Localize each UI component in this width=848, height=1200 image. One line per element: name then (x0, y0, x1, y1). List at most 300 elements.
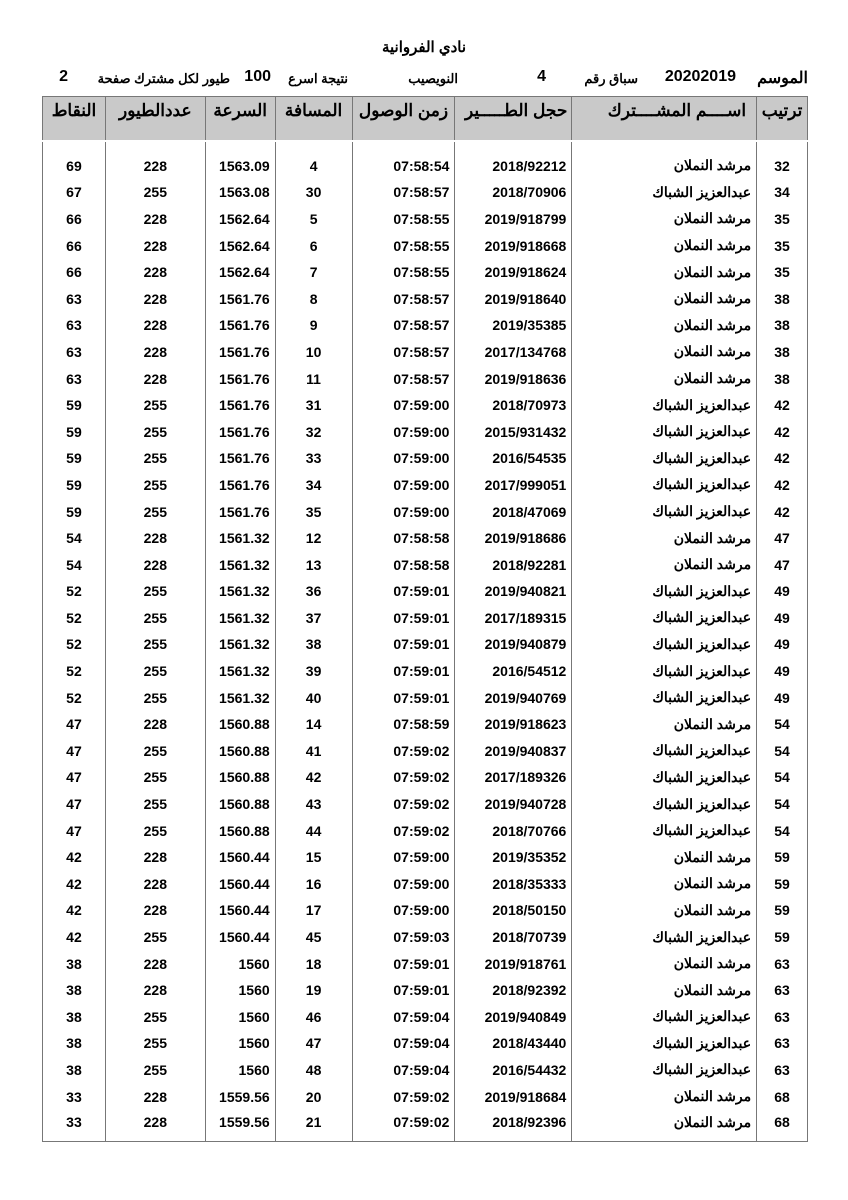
table-row (43, 1083, 808, 1110)
cell-bird-count: 228 (105, 285, 205, 312)
cell-participant: مرشد النملان (572, 365, 757, 392)
cell-bird-count: 255 (105, 578, 205, 605)
cell-points: 33 (43, 1110, 106, 1142)
cell-speed: 1561.76 (205, 498, 275, 525)
table-row (43, 631, 808, 658)
cell-bird-count: 228 (105, 1110, 205, 1142)
cell-ring: 2017/189326 (455, 764, 572, 791)
cell-bird-count: 228 (105, 711, 205, 738)
cell-points: 63 (43, 365, 106, 392)
cell-distance: 30 (275, 179, 352, 206)
cell-bird-count: 228 (105, 871, 205, 898)
cell-bird-count: 255 (105, 658, 205, 685)
cell-speed: 1561.32 (205, 684, 275, 711)
cell-participant: عبدالعزيز الشباك (572, 1030, 757, 1057)
cell-ring: 2018/92212 (455, 153, 572, 180)
cell-ring: 2018/92281 (455, 551, 572, 578)
cell-arrival-time: 07:59:01 (352, 684, 455, 711)
cell-ring: 2016/54512 (455, 658, 572, 685)
cell-distance: 41 (275, 738, 352, 765)
cell-distance: 5 (275, 206, 352, 233)
cell-points: 38 (43, 1030, 106, 1057)
table-row (43, 871, 808, 898)
col-speed: السرعة (205, 97, 275, 141)
table-row (43, 1110, 808, 1142)
cell-rank: 47 (757, 551, 808, 578)
cell-participant: عبدالعزيز الشباك (572, 924, 757, 951)
cell-ring: 2018/43440 (455, 1030, 572, 1057)
col-arrival-time: زمن الوصول (352, 97, 455, 141)
cell-rank: 54 (757, 791, 808, 818)
cell-rank: 42 (757, 472, 808, 499)
cell-points: 59 (43, 392, 106, 419)
cell-ring: 2019/918668 (455, 232, 572, 259)
cell-ring: 2019/918799 (455, 206, 572, 233)
cell-rank: 59 (757, 897, 808, 924)
cell-speed: 1561.76 (205, 392, 275, 419)
cell-bird-count: 228 (105, 259, 205, 286)
cell-bird-count: 255 (105, 924, 205, 951)
cell-participant: عبدالعزيز الشباك (572, 1004, 757, 1031)
per-participant-label: طيور لكل مشترك صفحة (97, 71, 230, 86)
cell-bird-count: 255 (105, 764, 205, 791)
cell-participant: مرشد النملان (572, 285, 757, 312)
cell-rank: 49 (757, 684, 808, 711)
cell-points: 52 (43, 631, 106, 658)
cell-arrival-time: 07:59:00 (352, 897, 455, 924)
cell-bird-count: 228 (105, 844, 205, 871)
table-row (43, 605, 808, 632)
cell-points: 33 (43, 1083, 106, 1110)
table-row (43, 977, 808, 1004)
cell-distance: 32 (275, 418, 352, 445)
cell-participant: مرشد النملان (572, 551, 757, 578)
table-row (43, 711, 808, 738)
cell-distance: 37 (275, 605, 352, 632)
table-row (43, 206, 808, 233)
cell-arrival-time: 07:59:02 (352, 1083, 455, 1110)
cell-ring: 2018/70973 (455, 392, 572, 419)
cell-distance: 33 (275, 445, 352, 472)
cell-speed: 1561.32 (205, 631, 275, 658)
cell-rank: 35 (757, 259, 808, 286)
table-row (43, 312, 808, 339)
cell-speed: 1561.32 (205, 658, 275, 685)
cell-distance: 15 (275, 844, 352, 871)
cell-arrival-time: 07:59:02 (352, 791, 455, 818)
cell-speed: 1559.56 (205, 1083, 275, 1110)
cell-speed: 1560.88 (205, 817, 275, 844)
table-row (43, 791, 808, 818)
col-ring: حجل الطـــــير (455, 97, 572, 141)
table-row (43, 525, 808, 552)
cell-arrival-time: 07:58:57 (352, 179, 455, 206)
cell-participant: مرشد النملان (572, 259, 757, 286)
table-header-row (43, 97, 808, 141)
cell-points: 38 (43, 1004, 106, 1031)
cell-arrival-time: 07:59:04 (352, 1030, 455, 1057)
cell-bird-count: 255 (105, 791, 205, 818)
cell-arrival-time: 07:59:00 (352, 498, 455, 525)
cell-distance: 12 (275, 525, 352, 552)
cell-distance: 18 (275, 950, 352, 977)
cell-speed: 1561.76 (205, 312, 275, 339)
col-points: النقاط (43, 97, 106, 141)
cell-arrival-time: 07:59:00 (352, 445, 455, 472)
cell-arrival-time: 07:59:01 (352, 658, 455, 685)
cell-participant: عبدالعزيز الشباك (572, 791, 757, 818)
table-row (43, 844, 808, 871)
cell-speed: 1562.64 (205, 232, 275, 259)
cell-ring: 2018/35333 (455, 871, 572, 898)
cell-rank: 47 (757, 525, 808, 552)
cell-participant: عبدالعزيز الشباك (572, 738, 757, 765)
cell-speed: 1562.64 (205, 259, 275, 286)
results-table (42, 96, 808, 1142)
cell-points: 47 (43, 738, 106, 765)
cell-ring: 2019/940821 (455, 578, 572, 605)
cell-participant: مرشد النملان (572, 977, 757, 1004)
cell-speed: 1561.32 (205, 578, 275, 605)
cell-ring: 2017/134768 (455, 339, 572, 366)
cell-arrival-time: 07:59:00 (352, 472, 455, 499)
cell-participant: مرشد النملان (572, 206, 757, 233)
cell-speed: 1561.76 (205, 418, 275, 445)
cell-distance: 46 (275, 1004, 352, 1031)
cell-speed: 1560.88 (205, 711, 275, 738)
cell-ring: 2019/940769 (455, 684, 572, 711)
cell-points: 47 (43, 711, 106, 738)
cell-ring: 2019/918761 (455, 950, 572, 977)
cell-ring: 2019/35385 (455, 312, 572, 339)
cell-distance: 42 (275, 764, 352, 791)
cell-bird-count: 228 (105, 1083, 205, 1110)
cell-ring: 2019/918640 (455, 285, 572, 312)
race-label: سباق رقم (584, 71, 638, 86)
cell-participant: مرشد النملان (572, 897, 757, 924)
cell-distance: 43 (275, 791, 352, 818)
cell-bird-count: 255 (105, 631, 205, 658)
col-distance: المسافة (275, 97, 352, 141)
cell-arrival-time: 07:59:03 (352, 924, 455, 951)
cell-participant: مرشد النملان (572, 844, 757, 871)
cell-bird-count: 228 (105, 950, 205, 977)
cell-distance: 8 (275, 285, 352, 312)
cell-distance: 38 (275, 631, 352, 658)
cell-speed: 1563.08 (205, 179, 275, 206)
cell-speed: 1560.44 (205, 924, 275, 951)
cell-bird-count: 255 (105, 1004, 205, 1031)
cell-rank: 63 (757, 1030, 808, 1057)
cell-participant: عبدالعزيز الشباك (572, 764, 757, 791)
cell-arrival-time: 07:59:01 (352, 578, 455, 605)
cell-arrival-time: 07:58:57 (352, 365, 455, 392)
race-location: النويصيب (408, 71, 458, 86)
cell-points: 47 (43, 764, 106, 791)
cell-speed: 1561.32 (205, 525, 275, 552)
cell-points: 59 (43, 418, 106, 445)
table-row (43, 472, 808, 499)
cell-rank: 59 (757, 844, 808, 871)
cell-speed: 1560 (205, 1030, 275, 1057)
cell-points: 66 (43, 206, 106, 233)
cell-points: 66 (43, 232, 106, 259)
cell-participant: عبدالعزيز الشباك (572, 418, 757, 445)
cell-ring: 2018/70766 (455, 817, 572, 844)
cell-arrival-time: 07:59:00 (352, 418, 455, 445)
cell-arrival-time: 07:59:04 (352, 1057, 455, 1084)
cell-points: 38 (43, 977, 106, 1004)
cell-ring: 2019/940728 (455, 791, 572, 818)
cell-bird-count: 255 (105, 445, 205, 472)
table-row (43, 285, 808, 312)
cell-bird-count: 228 (105, 551, 205, 578)
table-row (43, 764, 808, 791)
cell-distance: 21 (275, 1110, 352, 1142)
cell-arrival-time: 07:59:02 (352, 764, 455, 791)
cell-distance: 4 (275, 153, 352, 180)
cell-arrival-time: 07:58:54 (352, 153, 455, 180)
cell-arrival-time: 07:59:01 (352, 950, 455, 977)
cell-points: 59 (43, 445, 106, 472)
cell-points: 63 (43, 312, 106, 339)
cell-arrival-time: 07:58:57 (352, 312, 455, 339)
cell-bird-count: 228 (105, 977, 205, 1004)
race-number: 4 (537, 68, 546, 85)
cell-distance: 31 (275, 392, 352, 419)
cell-distance: 34 (275, 472, 352, 499)
cell-bird-count: 255 (105, 418, 205, 445)
cell-arrival-time: 07:58:58 (352, 551, 455, 578)
cell-distance: 39 (275, 658, 352, 685)
cell-speed: 1560 (205, 1004, 275, 1031)
cell-arrival-time: 07:58:55 (352, 206, 455, 233)
cell-distance: 14 (275, 711, 352, 738)
cell-speed: 1561.76 (205, 472, 275, 499)
cell-participant: مرشد النملان (572, 1110, 757, 1142)
cell-distance: 11 (275, 365, 352, 392)
cell-rank: 35 (757, 206, 808, 233)
cell-arrival-time: 07:59:01 (352, 977, 455, 1004)
cell-arrival-time: 07:59:02 (352, 1110, 455, 1142)
table-row (43, 259, 808, 286)
cell-participant: عبدالعزيز الشباك (572, 179, 757, 206)
cell-rank: 38 (757, 285, 808, 312)
fastest-count: 100 (244, 68, 271, 85)
cell-ring: 2018/92396 (455, 1110, 572, 1142)
cell-points: 59 (43, 498, 106, 525)
cell-arrival-time: 07:58:57 (352, 339, 455, 366)
cell-ring: 2018/47069 (455, 498, 572, 525)
cell-rank: 42 (757, 392, 808, 419)
cell-ring: 2019/918636 (455, 365, 572, 392)
cell-points: 59 (43, 472, 106, 499)
cell-bird-count: 228 (105, 312, 205, 339)
table-row (43, 897, 808, 924)
cell-bird-count: 228 (105, 365, 205, 392)
cell-ring: 2016/54535 (455, 445, 572, 472)
cell-rank: 34 (757, 179, 808, 206)
cell-bird-count: 255 (105, 684, 205, 711)
cell-participant: عبدالعزيز الشباك (572, 498, 757, 525)
cell-rank: 49 (757, 631, 808, 658)
season-label: الموسم (757, 70, 808, 87)
cell-arrival-time: 07:58:55 (352, 259, 455, 286)
cell-participant: عبدالعزيز الشباك (572, 605, 757, 632)
cell-rank: 35 (757, 232, 808, 259)
cell-arrival-time: 07:59:00 (352, 871, 455, 898)
cell-distance: 20 (275, 1083, 352, 1110)
cell-ring: 2019/918623 (455, 711, 572, 738)
cell-participant: عبدالعزيز الشباك (572, 472, 757, 499)
cell-rank: 49 (757, 658, 808, 685)
cell-distance: 45 (275, 924, 352, 951)
cell-bird-count: 255 (105, 605, 205, 632)
cell-bird-count: 228 (105, 206, 205, 233)
cell-arrival-time: 07:59:01 (352, 605, 455, 632)
cell-rank: 42 (757, 418, 808, 445)
cell-speed: 1560.88 (205, 791, 275, 818)
cell-participant: عبدالعزيز الشباك (572, 578, 757, 605)
cell-bird-count: 255 (105, 392, 205, 419)
cell-participant: عبدالعزيز الشباك (572, 658, 757, 685)
page-number: 2 (59, 68, 68, 85)
cell-arrival-time: 07:58:58 (352, 525, 455, 552)
cell-distance: 40 (275, 684, 352, 711)
cell-rank: 38 (757, 339, 808, 366)
cell-speed: 1561.76 (205, 365, 275, 392)
col-rank: ترتيب (757, 97, 808, 141)
cell-arrival-time: 07:59:02 (352, 738, 455, 765)
cell-distance: 44 (275, 817, 352, 844)
cell-rank: 68 (757, 1083, 808, 1110)
cell-speed: 1561.76 (205, 285, 275, 312)
cell-rank: 42 (757, 498, 808, 525)
table-row (43, 1004, 808, 1031)
cell-participant: مرشد النملان (572, 525, 757, 552)
cell-points: 63 (43, 285, 106, 312)
cell-bird-count: 228 (105, 339, 205, 366)
cell-points: 66 (43, 259, 106, 286)
cell-distance: 36 (275, 578, 352, 605)
cell-participant: مرشد النملان (572, 950, 757, 977)
cell-bird-count: 228 (105, 525, 205, 552)
cell-arrival-time: 07:59:01 (352, 631, 455, 658)
table-row (43, 738, 808, 765)
cell-points: 69 (43, 153, 106, 180)
cell-points: 47 (43, 817, 106, 844)
cell-bird-count: 255 (105, 498, 205, 525)
cell-participant: عبدالعزيز الشباك (572, 817, 757, 844)
table-row (43, 578, 808, 605)
cell-participant: مرشد النملان (572, 711, 757, 738)
cell-speed: 1560.44 (205, 871, 275, 898)
cell-points: 42 (43, 924, 106, 951)
cell-points: 47 (43, 791, 106, 818)
cell-distance: 19 (275, 977, 352, 1004)
cell-ring: 2019/940879 (455, 631, 572, 658)
cell-rank: 32 (757, 153, 808, 180)
cell-distance: 47 (275, 1030, 352, 1057)
cell-speed: 1560.88 (205, 764, 275, 791)
cell-points: 52 (43, 578, 106, 605)
table-row (43, 498, 808, 525)
cell-bird-count: 255 (105, 738, 205, 765)
cell-speed: 1563.09 (205, 153, 275, 180)
table-row (43, 1057, 808, 1084)
cell-bird-count: 255 (105, 472, 205, 499)
cell-ring: 2018/70739 (455, 924, 572, 951)
cell-speed: 1560 (205, 1057, 275, 1084)
table-row (43, 1030, 808, 1057)
cell-arrival-time: 07:58:57 (352, 285, 455, 312)
cell-points: 63 (43, 339, 106, 366)
cell-speed: 1560.44 (205, 844, 275, 871)
cell-distance: 35 (275, 498, 352, 525)
cell-points: 54 (43, 525, 106, 552)
cell-arrival-time: 07:58:55 (352, 232, 455, 259)
cell-points: 38 (43, 1057, 106, 1084)
cell-ring: 2017/999051 (455, 472, 572, 499)
cell-bird-count: 228 (105, 232, 205, 259)
table-row (43, 950, 808, 977)
cell-rank: 38 (757, 312, 808, 339)
table-row (43, 445, 808, 472)
cell-speed: 1561.32 (205, 605, 275, 632)
cell-rank: 42 (757, 445, 808, 472)
cell-rank: 38 (757, 365, 808, 392)
result-label: نتيجة اسرع (288, 71, 348, 86)
cell-points: 42 (43, 871, 106, 898)
cell-participant: عبدالعزيز الشباك (572, 392, 757, 419)
cell-points: 52 (43, 658, 106, 685)
cell-ring: 2019/918684 (455, 1083, 572, 1110)
cell-points: 67 (43, 179, 106, 206)
cell-speed: 1562.64 (205, 206, 275, 233)
table-row (43, 684, 808, 711)
table-row (43, 658, 808, 685)
cell-rank: 59 (757, 871, 808, 898)
cell-rank: 63 (757, 950, 808, 977)
cell-participant: عبدالعزيز الشباك (572, 1057, 757, 1084)
cell-rank: 63 (757, 1057, 808, 1084)
cell-arrival-time: 07:58:59 (352, 711, 455, 738)
cell-points: 52 (43, 605, 106, 632)
cell-distance: 48 (275, 1057, 352, 1084)
cell-ring: 2019/940837 (455, 738, 572, 765)
cell-distance: 16 (275, 871, 352, 898)
cell-rank: 63 (757, 977, 808, 1004)
cell-ring: 2015/931432 (455, 418, 572, 445)
cell-distance: 7 (275, 259, 352, 286)
cell-points: 42 (43, 897, 106, 924)
table-row (43, 551, 808, 578)
cell-points: 52 (43, 684, 106, 711)
cell-rank: 54 (757, 738, 808, 765)
cell-arrival-time: 07:59:00 (352, 392, 455, 419)
cell-rank: 63 (757, 1004, 808, 1031)
table-row (43, 339, 808, 366)
cell-distance: 9 (275, 312, 352, 339)
cell-speed: 1561.32 (205, 551, 275, 578)
table-row (43, 365, 808, 392)
table-row (43, 817, 808, 844)
cell-ring: 2019/918686 (455, 525, 572, 552)
cell-participant: مرشد النملان (572, 153, 757, 180)
cell-participant: مرشد النملان (572, 871, 757, 898)
table-row (43, 232, 808, 259)
cell-speed: 1560 (205, 950, 275, 977)
